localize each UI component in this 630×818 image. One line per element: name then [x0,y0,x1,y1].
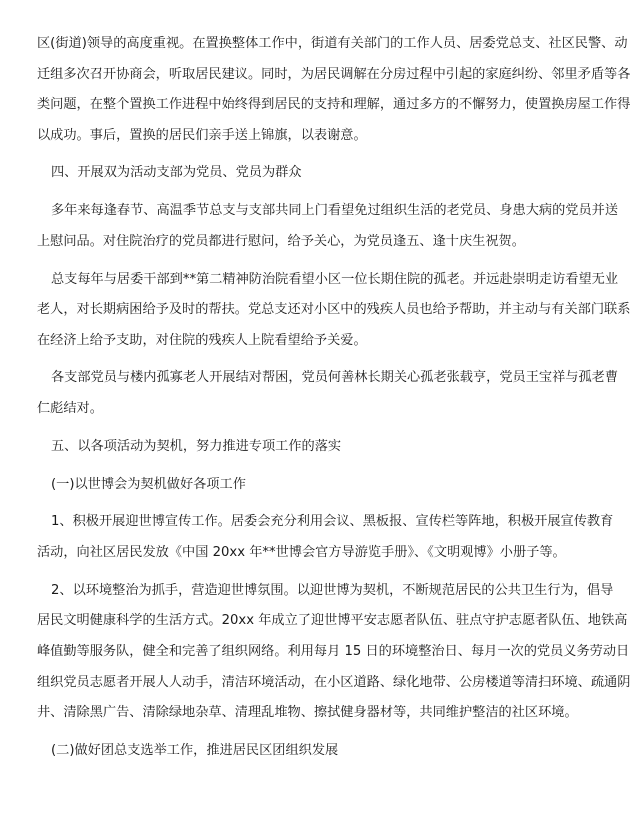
section-heading: 五、以各项活动为契机，努力推进专项工作的落实 [51,439,342,454]
paragraph-line: 总支每年与居委干部到**第二精神防治院看望小区一位长期住院的孤老。并远赴崇明走访看望无业 [51,272,619,287]
paragraph-line: 1、积极开展迎世博宣传工作。居委会充分利用会议、黑板报、宣传栏等阵地，积极开展宣传教育 [51,514,614,529]
paragraph-line: 各支部党员与楼内孤寡老人开展结对帮困，党员何善林长期关心孤老张载亨，党员王宝祥与孤老曹 [51,370,619,385]
paragraph-line: 居民文明健康科学的生活方式。20xx 年成立了迎世博平安志愿者队伍、驻点守护志愿者队伍、地铁高 [37,613,628,628]
paragraph-line: 组织党员志愿者开展人人动手，清洁环境活动，在小区道路、绿化地带、公房楼道等清扫环境、疏通阴 [37,675,630,690]
paragraph-line: 井、清除黑广告、清除绿地杂草、清理乱堆物、擦拭健身器材等，共同维护整洁的社区环境。 [37,705,578,720]
section-heading: 四、开展双为活动支部为党员、党员为群众 [51,165,302,180]
paragraph-line: 峰值勤等服务队，健全和完善了组织网络。利用每月 15 日的环境整治日、每月一次的党员义务劳动日 [37,644,630,659]
paragraph-line: 以成功。事后，置换的居民们亲手送上锦旗，以表谢意。 [37,128,367,143]
paragraph-line: 活动，向社区居民发放《中国 20xx 年**世博会官方导游览手册》、《文明观博》小册子等。 [37,545,566,560]
paragraph-line: 迁组多次召开协商会，听取居民建议。同时，为居民调解在分房过程中引起的家庭纠纷、邻里矛盾等各 [37,67,630,82]
paragraph-line: 类问题，在整个置换工作进程中始终得到居民的支持和理解，通过多方的不懈努力，使置换房屋工作得 [37,97,630,112]
paragraph-line: 多年来每逢春节、高温季节总支与支部共同上门看望免过组织生活的老党员、身患大病的党员并送 [51,203,619,218]
paragraph-line: 2、以环境整治为抓手，营造迎世博氛围。以迎世博为契机，不断规范居民的公共卫生行为，倡导 [51,583,614,598]
paragraph-line: 上慰问品。对住院治疗的党员都进行慰问，给予关心，为党员逢五、逢十庆生祝贺。 [37,234,525,249]
paragraph-line: 老人，对长期病困给予及时的帮扶。党总支还对小区中的残疾人员也给予帮助，并主动与有关部门联系 [37,302,630,317]
subsection-heading: (二)做好团总支选举工作，推进居民区团组织发展 [51,743,339,758]
paragraph-line: 区(街道)领导的高度重视。在置换整体工作中，街道有关部门的工作人员、居委党总支、社区民警、动 [37,36,628,51]
subsection-heading: (一)以世博会为契机做好各项工作 [51,477,246,492]
paragraph-line: 仁彪结对。 [37,401,103,416]
paragraph-line: 在经济上给予支助，对住院的残疾人上院看望给予关爱。 [37,333,367,348]
